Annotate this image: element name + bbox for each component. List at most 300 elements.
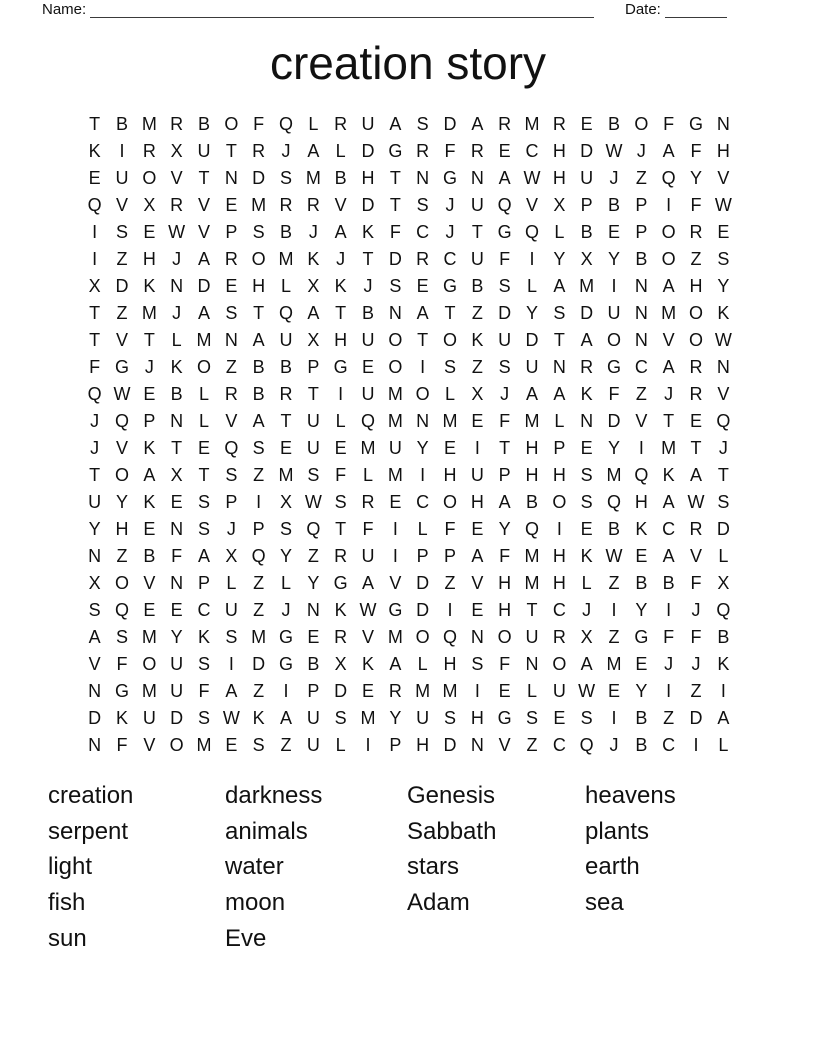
grid-letter: B bbox=[115, 114, 128, 134]
grid-letter: H bbox=[525, 465, 539, 485]
grid-letter: B bbox=[580, 222, 593, 242]
grid-letter: V bbox=[334, 195, 347, 215]
grid-letter: V bbox=[635, 411, 648, 431]
grid-letter: U bbox=[416, 708, 430, 728]
grid-letter: C bbox=[416, 222, 430, 242]
grid-letter: R bbox=[334, 546, 348, 566]
grid-letter: A bbox=[389, 654, 402, 674]
grid-letter: E bbox=[143, 222, 156, 242]
grid-letter: G bbox=[278, 627, 293, 647]
grid-letter: X bbox=[580, 249, 593, 269]
grid-letter: F bbox=[690, 573, 702, 593]
grid-letter: A bbox=[689, 465, 702, 485]
grid-letter: K bbox=[143, 438, 156, 458]
grid-letter: E bbox=[443, 438, 456, 458]
grid-letter: O bbox=[415, 627, 430, 647]
grid-letter: D bbox=[115, 276, 129, 296]
grid-letter: S bbox=[334, 708, 347, 728]
grid-letter: X bbox=[307, 276, 320, 296]
grid-letter: R bbox=[689, 384, 703, 404]
grid-letter: E bbox=[635, 654, 648, 674]
grid-letter: Z bbox=[116, 249, 128, 269]
grid-letter: O bbox=[388, 330, 403, 350]
grid-letter: V bbox=[115, 195, 128, 215]
grid-letter: I bbox=[720, 681, 726, 701]
grid-letter: H bbox=[361, 168, 375, 188]
grid-letter: J bbox=[281, 141, 291, 161]
word-item: plants bbox=[585, 817, 650, 845]
grid-letter: B bbox=[471, 276, 484, 296]
grid-letter: S bbox=[197, 492, 210, 512]
grid-letter: J bbox=[336, 249, 346, 269]
grid-letter: R bbox=[279, 384, 293, 404]
grid-letter: B bbox=[252, 384, 265, 404]
grid-letter: Z bbox=[635, 384, 647, 404]
grid-letter: M bbox=[360, 438, 376, 458]
grid-letter: M bbox=[278, 465, 294, 485]
grid-letter: N bbox=[170, 411, 184, 431]
grid-letter: B bbox=[635, 249, 648, 269]
grid-letter: O bbox=[442, 330, 457, 350]
grid-letter: L bbox=[718, 546, 729, 566]
grid-letter: D bbox=[361, 195, 375, 215]
grid-letter: A bbox=[662, 492, 675, 512]
grid-letter: K bbox=[361, 654, 374, 674]
grid-letter: F bbox=[362, 519, 374, 539]
grid-letter: B bbox=[361, 303, 374, 323]
grid-letter: Y bbox=[88, 519, 101, 539]
grid-letter: D bbox=[197, 276, 211, 296]
grid-letter: C bbox=[197, 600, 211, 620]
grid-letter: G bbox=[688, 114, 703, 134]
grid-letter: Y bbox=[635, 681, 648, 701]
grid-letter: S bbox=[443, 708, 456, 728]
grid-letter: A bbox=[498, 168, 511, 188]
grid-letter: T bbox=[143, 330, 155, 350]
grid-letter: V bbox=[717, 384, 730, 404]
grid-letter: T bbox=[198, 465, 210, 485]
grid-letter: D bbox=[443, 735, 457, 755]
grid-letter: E bbox=[225, 195, 238, 215]
grid-letter: S bbox=[252, 438, 265, 458]
grid-letter: Z bbox=[526, 735, 538, 755]
grid-letter: N bbox=[634, 276, 648, 296]
grid-letter: U bbox=[306, 438, 320, 458]
grid-letter: N bbox=[552, 357, 566, 377]
grid-letter: B bbox=[717, 627, 730, 647]
grid-letter: A bbox=[580, 654, 593, 674]
word-item: moon bbox=[225, 889, 286, 917]
grid-letter: J bbox=[226, 519, 236, 539]
grid-letter: J bbox=[609, 168, 619, 188]
grid-letter: M bbox=[141, 681, 157, 701]
grid-letter: X bbox=[307, 330, 320, 350]
grid-letter: E bbox=[416, 276, 429, 296]
grid-letter: G bbox=[114, 681, 129, 701]
grid-letter: E bbox=[580, 114, 593, 134]
grid-letter: Z bbox=[471, 357, 483, 377]
grid-letter: P bbox=[143, 411, 156, 431]
grid-letter: I bbox=[693, 735, 699, 755]
grid-letter: V bbox=[143, 735, 156, 755]
grid-letter: M bbox=[141, 303, 157, 323]
grid-letter: S bbox=[197, 654, 210, 674]
grid-letter: E bbox=[471, 519, 484, 539]
grid-letter: D bbox=[607, 411, 621, 431]
grid-letter: L bbox=[280, 573, 291, 593]
grid-letter: V bbox=[525, 195, 538, 215]
grid-letter: M bbox=[606, 465, 622, 485]
grid-letter: X bbox=[580, 627, 593, 647]
grid-letter: V bbox=[197, 195, 210, 215]
grid-letter: H bbox=[416, 735, 430, 755]
grid-letter: U bbox=[197, 141, 211, 161]
grid-letter: L bbox=[335, 411, 346, 431]
word-item: sun bbox=[48, 924, 87, 952]
grid-letter: R bbox=[498, 114, 512, 134]
grid-letter: O bbox=[688, 303, 703, 323]
grid-letter: A bbox=[197, 249, 210, 269]
grid-letter: B bbox=[525, 492, 538, 512]
grid-letter: R bbox=[470, 141, 484, 161]
grid-letter: M bbox=[196, 330, 212, 350]
grid-letter: U bbox=[470, 465, 484, 485]
grid-letter: B bbox=[279, 222, 292, 242]
grid-letter: R bbox=[252, 141, 266, 161]
grid-letter: A bbox=[471, 114, 484, 134]
grid-letter: U bbox=[470, 195, 484, 215]
grid-letter: U bbox=[306, 708, 320, 728]
grid-letter: B bbox=[607, 195, 620, 215]
grid-letter: V bbox=[88, 654, 101, 674]
grid-letter: U bbox=[306, 735, 320, 755]
grid-letter: W bbox=[605, 141, 623, 161]
grid-letter: P bbox=[225, 222, 238, 242]
grid-letter: X bbox=[279, 492, 292, 512]
grid-letter: T bbox=[89, 303, 101, 323]
grid-letter: W bbox=[168, 222, 186, 242]
grid-letter: M bbox=[196, 735, 212, 755]
grid-letter: O bbox=[169, 735, 184, 755]
grid-letter: R bbox=[334, 627, 348, 647]
grid-letter: R bbox=[552, 114, 566, 134]
grid-letter: P bbox=[389, 735, 402, 755]
grid-letter: H bbox=[552, 573, 566, 593]
grid-letter: F bbox=[253, 114, 265, 134]
grid-letter: N bbox=[388, 303, 402, 323]
grid-letter: U bbox=[170, 681, 184, 701]
grid-letter: F bbox=[499, 411, 511, 431]
grid-letter: I bbox=[392, 546, 398, 566]
grid-letter: H bbox=[443, 654, 457, 674]
word-item: Adam bbox=[407, 889, 470, 917]
grid-letter: J bbox=[363, 276, 373, 296]
grid-letter: I bbox=[447, 600, 453, 620]
grid-letter: U bbox=[279, 330, 293, 350]
grid-letter: U bbox=[470, 249, 484, 269]
grid-letter: S bbox=[553, 303, 566, 323]
grid-letter: P bbox=[252, 519, 265, 539]
word-item: serpent bbox=[48, 817, 129, 845]
grid-letter: O bbox=[224, 114, 239, 134]
grid-letter: E bbox=[553, 708, 566, 728]
grid-letter: W bbox=[714, 330, 732, 350]
grid-letter: D bbox=[498, 303, 512, 323]
grid-letter: U bbox=[142, 708, 156, 728]
grid-letter: H bbox=[498, 573, 512, 593]
grid-letter: C bbox=[552, 735, 566, 755]
grid-letter: N bbox=[170, 276, 184, 296]
grid-letter: I bbox=[611, 600, 617, 620]
name-blank-line bbox=[90, 3, 594, 18]
grid-letter: V bbox=[389, 573, 402, 593]
grid-letter: M bbox=[606, 654, 622, 674]
grid-letter: E bbox=[471, 600, 484, 620]
grid-letter: L bbox=[198, 411, 209, 431]
grid-letter: K bbox=[143, 276, 156, 296]
grid-letter: F bbox=[690, 141, 702, 161]
grid-letter: R bbox=[224, 384, 238, 404]
grid-letter: Q bbox=[251, 546, 266, 566]
grid-letter: V bbox=[361, 627, 374, 647]
grid-letter: A bbox=[279, 708, 292, 728]
grid-letter: F bbox=[389, 222, 401, 242]
grid-letter: T bbox=[389, 168, 401, 188]
word-item: Genesis bbox=[407, 782, 496, 809]
grid-letter: E bbox=[143, 519, 156, 539]
grid-letter: O bbox=[661, 222, 676, 242]
grid-letter: W bbox=[605, 546, 623, 566]
grid-letter: I bbox=[638, 438, 644, 458]
grid-letter: I bbox=[666, 600, 672, 620]
grid-letter: C bbox=[662, 735, 676, 755]
grid-letter: A bbox=[307, 141, 320, 161]
grid-letter: O bbox=[552, 492, 567, 512]
grid-letter: H bbox=[552, 141, 566, 161]
grid-letter: J bbox=[718, 438, 728, 458]
grid-letter: W bbox=[222, 708, 240, 728]
grid-letter: U bbox=[498, 330, 512, 350]
grid-letter: S bbox=[443, 357, 456, 377]
grid-letter: R bbox=[689, 519, 703, 539]
grid-letter: U bbox=[361, 384, 375, 404]
grid-letter: E bbox=[498, 681, 511, 701]
grid-letter: I bbox=[611, 708, 617, 728]
grid-letter: Q bbox=[606, 492, 621, 512]
grid-letter: R bbox=[388, 681, 402, 701]
grid-letter: U bbox=[361, 546, 375, 566]
grid-letter: Q bbox=[716, 411, 731, 431]
grid-letter: J bbox=[90, 411, 100, 431]
grid-letter: T bbox=[307, 384, 319, 404]
grid-letter: I bbox=[420, 465, 426, 485]
grid-letter: U bbox=[525, 357, 539, 377]
grid-letter: R bbox=[334, 114, 348, 134]
grid-letter: R bbox=[170, 195, 184, 215]
grid-letter: R bbox=[689, 357, 703, 377]
grid-letter: M bbox=[387, 411, 403, 431]
grid-letter: N bbox=[716, 114, 730, 134]
grid-letter: O bbox=[196, 357, 211, 377]
grid-letter: O bbox=[497, 627, 512, 647]
word-item: fish bbox=[48, 889, 86, 917]
grid-letter: K bbox=[471, 330, 484, 350]
grid-letter: U bbox=[552, 681, 566, 701]
word-list-column bbox=[585, 778, 765, 957]
grid-letter: V bbox=[225, 411, 238, 431]
grid-letter: J bbox=[445, 195, 455, 215]
grid-letter: D bbox=[170, 708, 184, 728]
grid-letter: K bbox=[334, 276, 347, 296]
grid-letter: U bbox=[306, 411, 320, 431]
grid-letter: J bbox=[144, 357, 154, 377]
grid-letter: Z bbox=[253, 681, 265, 701]
grid-letter: B bbox=[607, 519, 620, 539]
grid-letter: L bbox=[171, 330, 182, 350]
grid-letter: G bbox=[333, 573, 348, 593]
grid-letter: H bbox=[552, 168, 566, 188]
grid-letter: L bbox=[280, 276, 291, 296]
grid-letter: U bbox=[607, 303, 621, 323]
grid-letter: P bbox=[416, 546, 429, 566]
grid-letter: M bbox=[442, 681, 458, 701]
grid-letter: Z bbox=[635, 168, 647, 188]
grid-letter: Y bbox=[607, 438, 620, 458]
grid-letter: F bbox=[608, 384, 620, 404]
grid-letter: E bbox=[143, 600, 156, 620]
grid-letter: Y bbox=[498, 519, 511, 539]
grid-letter: N bbox=[88, 681, 102, 701]
grid-letter: G bbox=[497, 222, 512, 242]
grid-letter: L bbox=[581, 573, 592, 593]
grid-letter: P bbox=[553, 438, 566, 458]
grid-letter: S bbox=[252, 222, 265, 242]
grid-letter: E bbox=[279, 438, 292, 458]
word-item: light bbox=[48, 853, 93, 881]
grid-letter: T bbox=[471, 222, 483, 242]
grid-letter: E bbox=[143, 384, 156, 404]
grid-letter: D bbox=[580, 303, 594, 323]
grid-letter: H bbox=[552, 546, 566, 566]
grid-letter: M bbox=[442, 411, 458, 431]
grid-letter: Q bbox=[278, 114, 293, 134]
grid-letter: O bbox=[114, 573, 129, 593]
grid-letter: W bbox=[359, 600, 377, 620]
grid-letter: J bbox=[281, 600, 291, 620]
grid-letter: M bbox=[360, 708, 376, 728]
grid-letter: Q bbox=[497, 195, 512, 215]
grid-letter: A bbox=[662, 141, 675, 161]
grid-letter: S bbox=[115, 222, 128, 242]
grid-letter: X bbox=[88, 573, 101, 593]
grid-letter: T bbox=[335, 303, 347, 323]
grid-letter: J bbox=[691, 600, 701, 620]
grid-letter: A bbox=[252, 411, 265, 431]
grid-letter: W bbox=[304, 492, 322, 512]
grid-letter: Z bbox=[253, 465, 265, 485]
name-label: Name: bbox=[42, 1, 87, 18]
grid-letter: K bbox=[361, 222, 374, 242]
grid-letter: B bbox=[197, 114, 210, 134]
grid-letter: H bbox=[498, 600, 512, 620]
grid-letter: M bbox=[661, 438, 677, 458]
grid-letter: G bbox=[114, 357, 129, 377]
grid-letter: S bbox=[498, 357, 511, 377]
grid-letter: K bbox=[197, 627, 210, 647]
grid-letter: K bbox=[717, 303, 730, 323]
grid-letter: H bbox=[689, 276, 703, 296]
grid-letter: I bbox=[228, 654, 234, 674]
grid-letter: P bbox=[307, 357, 320, 377]
grid-letter: E bbox=[361, 681, 374, 701]
grid-letter: Z bbox=[116, 546, 128, 566]
grid-letter: M bbox=[524, 114, 540, 134]
grid-letter: O bbox=[415, 384, 430, 404]
grid-letter: E bbox=[689, 411, 702, 431]
grid-letter: A bbox=[252, 330, 265, 350]
grid-letter: N bbox=[716, 357, 730, 377]
grid-letter: X bbox=[225, 546, 238, 566]
grid-letter: Z bbox=[280, 735, 292, 755]
grid-letter: A bbox=[361, 573, 374, 593]
grid-letter: A bbox=[717, 708, 730, 728]
grid-letter: M bbox=[278, 249, 294, 269]
grid-letter: Q bbox=[524, 222, 539, 242]
grid-letter: U bbox=[580, 168, 594, 188]
grid-letter: A bbox=[143, 465, 156, 485]
grid-letter: T bbox=[499, 438, 511, 458]
grid-letter: W bbox=[523, 168, 541, 188]
grid-letter: T bbox=[225, 141, 237, 161]
grid-letter: J bbox=[445, 222, 455, 242]
grid-letter: E bbox=[225, 735, 238, 755]
grid-letter: Z bbox=[471, 303, 483, 323]
grid-letter: W bbox=[578, 681, 596, 701]
grid-letter: D bbox=[252, 168, 266, 188]
grid-letter: C bbox=[525, 141, 539, 161]
grid-letter: C bbox=[416, 492, 430, 512]
grid-letter: D bbox=[416, 600, 430, 620]
grid-letter: S bbox=[498, 276, 511, 296]
grid-letter: K bbox=[717, 654, 730, 674]
grid-letter: S bbox=[225, 627, 238, 647]
grid-letter: I bbox=[474, 438, 480, 458]
grid-letter: K bbox=[580, 384, 593, 404]
grid-letter: K bbox=[307, 249, 320, 269]
grid-letter: A bbox=[225, 681, 238, 701]
grid-letter: E bbox=[607, 222, 620, 242]
word-list-column bbox=[225, 778, 407, 957]
grid-letter: Y bbox=[170, 627, 183, 647]
grid-letter: Y bbox=[635, 600, 648, 620]
grid-letter: B bbox=[334, 168, 347, 188]
grid-letter: Q bbox=[634, 465, 649, 485]
grid-letter: Q bbox=[87, 384, 102, 404]
grid-letter: Z bbox=[116, 303, 128, 323]
grid-letter: I bbox=[92, 222, 98, 242]
grid-letter: U bbox=[388, 438, 402, 458]
grid-letter: B bbox=[307, 654, 320, 674]
grid-letter: R bbox=[689, 222, 703, 242]
grid-letter: L bbox=[362, 465, 373, 485]
grid-letter: E bbox=[88, 168, 101, 188]
grid-letter: A bbox=[553, 276, 566, 296]
grid-letter: R bbox=[142, 141, 156, 161]
grid-letter: I bbox=[611, 276, 617, 296]
grid-letter: B bbox=[662, 573, 675, 593]
grid-letter: F bbox=[171, 546, 183, 566]
puzzle-title: creation story bbox=[269, 37, 547, 89]
